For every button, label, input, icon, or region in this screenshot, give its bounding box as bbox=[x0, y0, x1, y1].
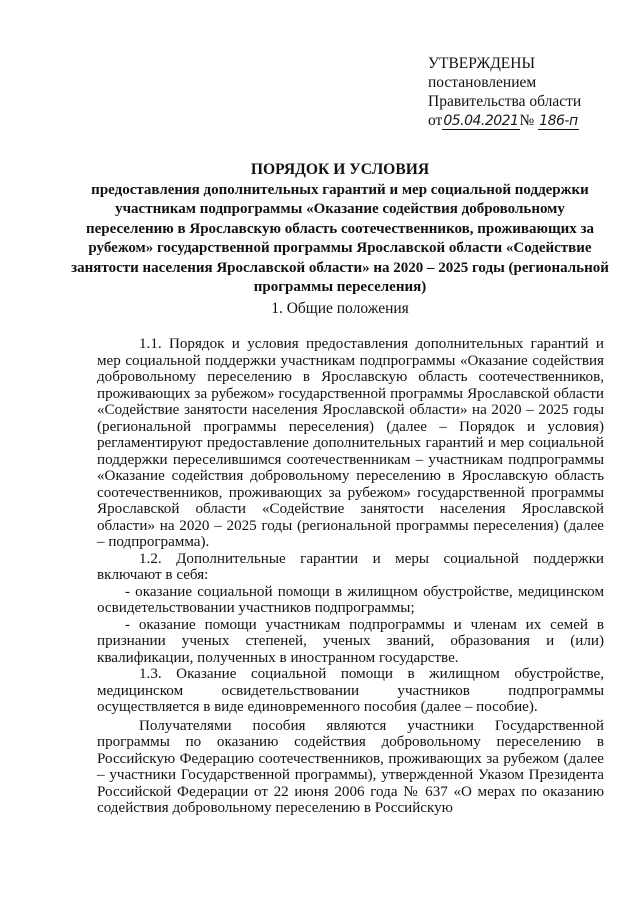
paragraph-1-2: 1.2. Дополнительные гарантии и меры социальной поддержки включают в себя: bbox=[97, 550, 604, 583]
title-subtitle: предоставления дополнительных гарантий и мер социальной поддержки участникам подпрограммы «Оказание содействия добровольному переселению в Ярославскую область соотечественников, проживающих за рубежом» государственной программы Ярославской области «Содействие занятости населения Ярославской области» на 2020 – 2025 годы (региональной программы переселения) bbox=[71, 182, 609, 296]
approval-number-label: № bbox=[519, 112, 535, 129]
document-body bbox=[97, 336, 604, 817]
approval-number: 186-п bbox=[539, 113, 578, 129]
document-title bbox=[70, 160, 610, 297]
paragraph-1-1: 1.1. Порядок и условия предоставления дополнительных гарантий и мер социальной поддержки участникам подпрограммы «Оказание содействия добровольному переселению в Ярославскую область соотечественников, проживающих за рубежом» государственной программы Ярославской области «Содействие занятости населения Ярославской области» на 2020 – 2025 годы (региональной программы переселения) (далее – Порядок и условия) регламентируют предоставление дополнительных гарантий и мер социальной поддержки переселившимся соотечественникам – участникам подпрограммы «Оказание содействия добровольному переселению в Ярославскую область соотечественников, проживающих за рубежом» государственной программы Ярославской области «Содействие занятости населения Ярославской области» на 2020 – 2025 годы (региональной программы переселения) (далее – подпрограмма). bbox=[97, 336, 604, 550]
approval-line-resolution: постановлением bbox=[428, 74, 537, 91]
approval-stamp bbox=[428, 54, 628, 131]
approval-from-label: от bbox=[428, 112, 443, 129]
approval-date: 05.04.2021 bbox=[443, 113, 519, 129]
section-heading: 1. Общие положения bbox=[271, 300, 409, 317]
paragraph-1-3: 1.3. Оказание социальной помощи в жилищном обустройстве, медицинском освидетельствовании участников подпрограммы осуществляется в виде единовременного пособия (далее – пособие). bbox=[97, 666, 604, 715]
title-main: ПОРЯДОК И УСЛОВИЯ bbox=[250, 161, 430, 178]
approval-line-approved: УТВЕРЖДЕНЫ bbox=[428, 55, 535, 72]
list-item-social-help: - оказание социальной помощи в жилищном обустройстве, медицинском освидетельствовании участников подпрограммы; bbox=[97, 583, 604, 616]
approval-date-line bbox=[428, 111, 628, 131]
paragraph-recipients: Получателями пособия являются участники Государственной программы по оказанию содействия добровольному переселению в Российскую Федерацию соотечественников, проживающих за рубежом (далее – участники Государственной программы), утвержденной Указом Президента Российской Федерации от 22 июня 2006 года № 637 «О мерах по оказанию содействия добровольному переселению в Российскую bbox=[97, 717, 604, 816]
approval-line-government: Правительства области bbox=[428, 93, 582, 110]
list-item-recognition: - оказание помощи участникам подпрограммы и членам их семей в признании ученых степеней, ученых званий, образования и (или) квалификации, полученных в иностранном государстве. bbox=[97, 616, 604, 666]
